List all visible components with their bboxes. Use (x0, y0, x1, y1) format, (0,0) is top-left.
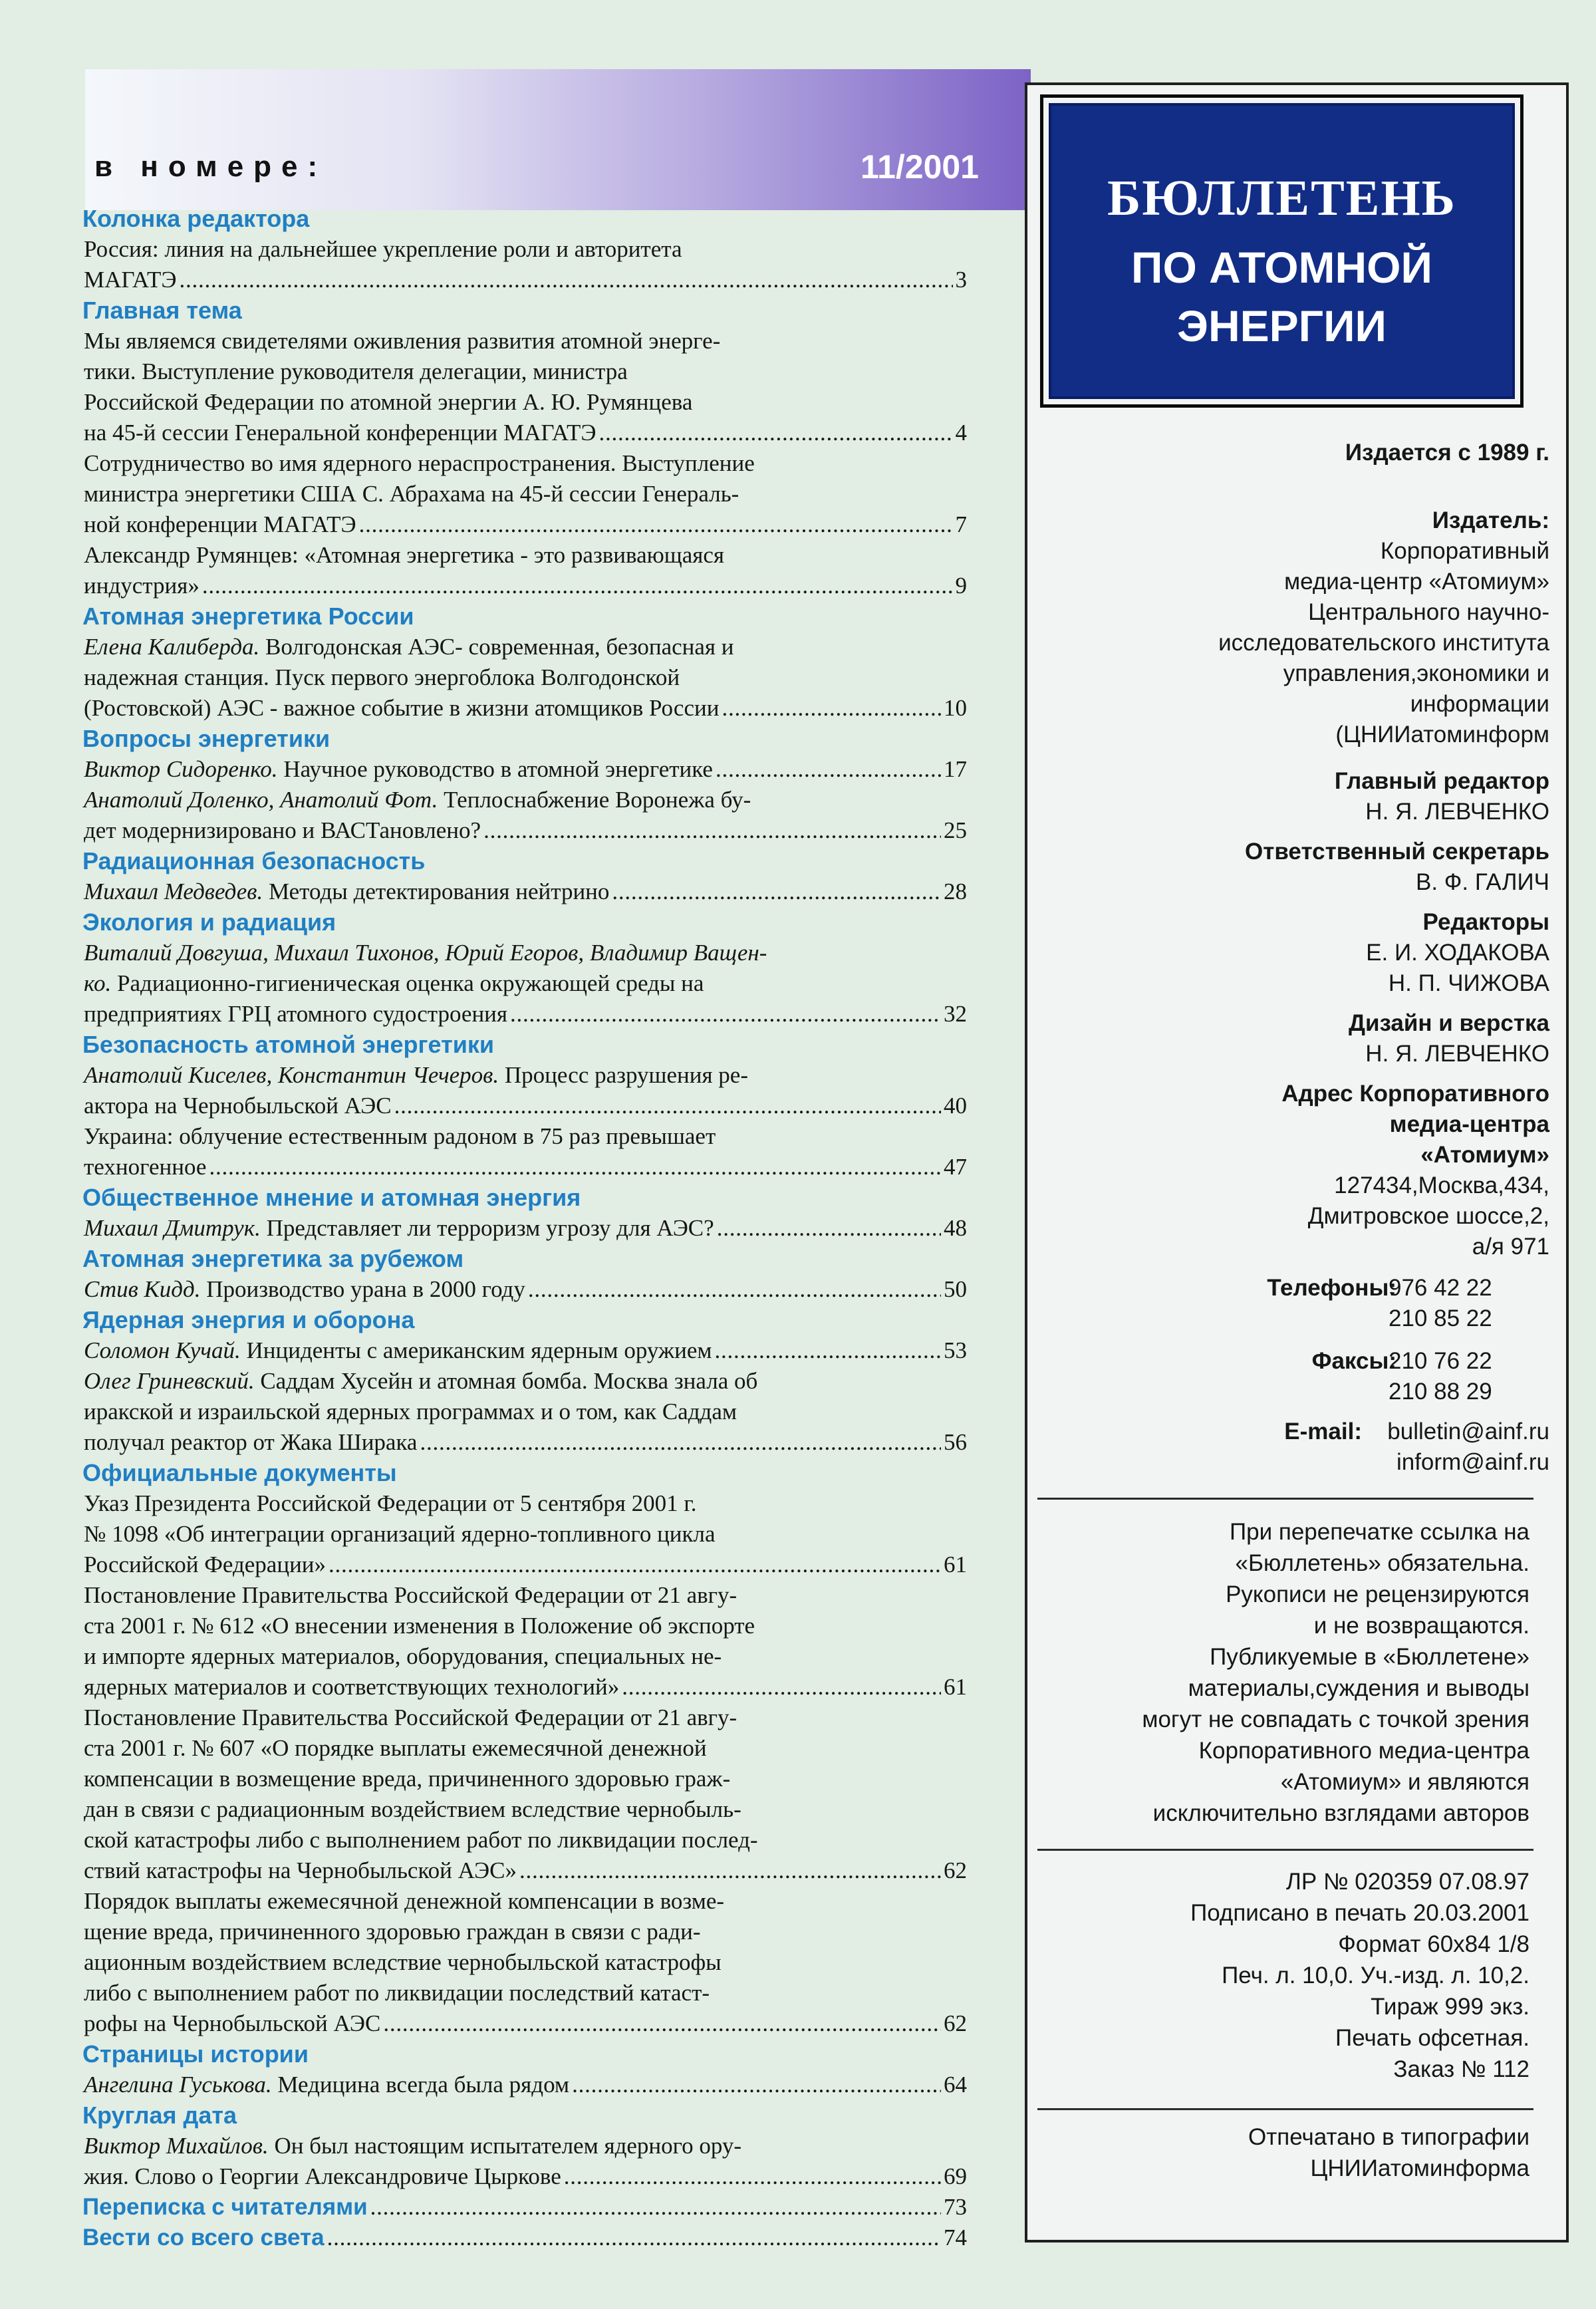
address-label: медиа-центра (1389, 1111, 1549, 1137)
entry-line: ствий катастрофы на Чернобыльской АЭС» (84, 1857, 517, 1883)
page-number: 40 (944, 1093, 967, 1119)
leader-dots (370, 2192, 941, 2223)
printed-by-line: ЦНИИатоминформа (1310, 2155, 1530, 2181)
entry-line: № 1098 «Об интеграции организаций ядерно-топливного цикла (84, 1521, 716, 1547)
toc-section[interactable]: Радиационная безопасность (82, 847, 426, 875)
entry-line: Процесс разрушения ре- (504, 1062, 748, 1088)
print-line: Подписано в печать 20.03.2001 (1190, 1900, 1530, 1926)
notice-line: Корпоративного медиа-центра (1198, 1738, 1530, 1764)
editor-name: Е. И. ХОДАКОВА (1366, 940, 1549, 966)
toc-section[interactable]: Страницы истории (82, 2040, 309, 2068)
entry-line: компенсации в возмещение вреда, причиненного здоровью граж- (84, 1766, 731, 1792)
leader-dots (383, 2008, 941, 2039)
page-number: 4 (955, 420, 967, 446)
fax-number: 210 88 29 (1389, 1379, 1492, 1405)
design-name: Н. Я. ЛЕВЧЕНКО (1365, 1041, 1549, 1067)
entry-line: (Ростовской) АЭС - важное событие в жизни атомщиков России (84, 695, 720, 721)
toc-section[interactable]: Вопросы энергетики (82, 725, 331, 752)
leader-dots (612, 877, 941, 907)
leader-dots (519, 1855, 941, 1886)
page-number: 3 (955, 267, 967, 293)
entry-line: дет модернизировано и ВАСТановлено? (84, 817, 481, 843)
toc-section[interactable]: Безопасность атомной энергетики (82, 1031, 494, 1058)
phones-label: Телефоны: (1267, 1275, 1396, 1301)
page-number: 53 (944, 1337, 967, 1363)
leader-dots (722, 693, 941, 724)
entry-author: Анатолий Киселев, Константин Чечеров. (84, 1062, 499, 1088)
toc-entry[interactable] (82, 1366, 967, 1458)
entry-line: индустрия» (84, 573, 200, 599)
entry-line: Теплоснабжение Воронежа бу- (444, 787, 751, 813)
leader-dots (622, 1672, 941, 1702)
chief-editor-label: Главный редактор (1334, 768, 1549, 794)
toc-section[interactable]: Атомная энергетика России (82, 603, 414, 630)
address-line: 127434,Москва,434, (1334, 1172, 1549, 1198)
entry-author: Олег Гриневский. (84, 1368, 255, 1394)
leader-dots (209, 1152, 941, 1182)
entry-line: надежная станция. Пуск первого энергоблока Волгодонской (84, 664, 680, 690)
entry-line: на 45-й сессии Генеральной конференции МАГАТЭ (84, 420, 597, 446)
toc-entry[interactable] (82, 540, 967, 601)
toc-section[interactable]: Ядерная энергия и оборона (82, 1306, 415, 1333)
notice-line: «Атомиум» и являются (1280, 1769, 1530, 1795)
faxes-label: Факсы: (1311, 1348, 1396, 1374)
notice-line: материалы,суждения и выводы (1188, 1675, 1530, 1701)
in-issue-heading: в номере: (94, 150, 328, 183)
page-number: 62 (944, 1857, 967, 1883)
entry-line: Александр Румянцев: «Атомная энергетика - это развивающаяся (84, 542, 724, 568)
entry-line: ной конференции МАГАТЭ (84, 511, 356, 537)
toc-entry[interactable] (82, 754, 967, 785)
page-number: 28 (944, 879, 967, 904)
page-number: 32 (944, 1001, 967, 1027)
page-number: 56 (944, 1429, 967, 1455)
entry-line: Российской Федерации по атомной энергии А. Ю. Румянцева (84, 389, 693, 415)
entry-line: Радиационно-гигиеническая оценка окружающей среды на (117, 970, 704, 996)
entry-line: Постановление Правительства Российской Федерации от 21 авгу- (84, 1582, 737, 1608)
entry-line: Украина: облучение естественным радоном в 75 раз превышает (84, 1123, 716, 1149)
entry-line: жия. Слово о Георгии Александровиче Цыркове (84, 2163, 561, 2189)
entry-line: ской катастрофы либо с выполнением работ по ликвидации послед- (84, 1827, 758, 1853)
entry-line: Российской Федерации» (84, 1552, 327, 1577)
entry-line: либо с выполнением работ по ликвидации последствий катаст- (84, 1980, 710, 2006)
table-of-contents (82, 204, 967, 2253)
entry-author: Соломон Кучай. (84, 1337, 241, 1363)
leader-dots (716, 754, 941, 785)
divider (1037, 1498, 1533, 1500)
entry-line: Мы являемся свидетелями оживления развития атомной энерге- (84, 328, 721, 354)
entry-line: техногенное (84, 1154, 207, 1180)
print-line: Формат 60х84 1/8 (1338, 1931, 1530, 1957)
leader-dots (599, 418, 953, 448)
page-number: 69 (944, 2163, 967, 2189)
toc-entry[interactable] (82, 1274, 967, 1305)
header-band (85, 69, 1031, 210)
publisher-line: (ЦНИИатоминформ (1335, 722, 1549, 747)
print-line: ЛР № 020359 07.08.97 (1285, 1869, 1530, 1895)
entry-line: Постановление Правительства Российской Федерации от 21 авгу- (84, 1704, 737, 1730)
divider (1037, 1849, 1533, 1851)
page-number: 47 (944, 1154, 967, 1180)
email-label: E-mail: (1284, 1419, 1362, 1444)
entry-author: Елена Калиберда. (84, 634, 260, 660)
leader-dots (510, 999, 941, 1029)
page-number: 25 (944, 817, 967, 843)
entry-line: Он был настоящим испытателем ядерного ору- (274, 2133, 742, 2159)
address-line: Дмитровское шоссе,2, (1307, 1203, 1549, 1229)
section-label: Переписка с читателями (82, 2194, 368, 2220)
leader-dots (528, 1274, 941, 1305)
chief-editor-name: Н. Я. ЛЕВЧЕНКО (1365, 799, 1549, 825)
entry-author: Виталий Довгуша, Михаил Тихонов, Юрий Егоров, Владимир Ващен- (84, 940, 767, 966)
divider (1037, 2108, 1533, 2110)
toc-entry[interactable] (82, 877, 967, 907)
entry-line: Сотрудничество во имя ядерного нераспространения. Выступление (84, 450, 755, 476)
toc-section[interactable]: Официальные документы (82, 1459, 397, 1486)
leader-dots (572, 2070, 941, 2100)
print-line: Печать офсетная. (1335, 2025, 1530, 2051)
entry-line: ядерных материалов и соответствующих технологий» (84, 1674, 620, 1700)
page-number: 61 (944, 1552, 967, 1577)
secretary-name: В. Ф. ГАЛИЧ (1415, 869, 1549, 895)
publisher-line: Корпоративный (1380, 538, 1549, 564)
toc-section[interactable]: Главная тема (82, 297, 242, 324)
entry-author: Ангелина Гуськова. (84, 2072, 272, 2098)
journal-title-line: БЮЛЛЕТЕНЬ (1107, 170, 1456, 226)
entry-line: Волгодонская АЭС- современная, безопасная и (265, 634, 734, 660)
notice-line: При перепечатке ссылка на (1229, 1519, 1530, 1545)
entry-line: Порядок выплаты ежемесячной денежной компенсации в возме- (84, 1888, 725, 1914)
toc-entry[interactable] (82, 1121, 967, 1182)
page-number: 62 (944, 2010, 967, 2036)
publisher-label: Издатель: (1432, 507, 1549, 533)
toc-entry[interactable] (82, 2070, 967, 2100)
entry-line: Медицина всегда была рядом (277, 2072, 570, 2098)
leader-dots (359, 509, 953, 540)
entry-line: Инциденты с американским ядерным оружием (246, 1337, 712, 1363)
toc-entry[interactable] (82, 1488, 967, 1580)
notice-line: могут не совпадать с точкой зрения (1142, 1706, 1530, 1732)
entry-line: ационным воздействием вследствие чернобыльской катастрофы (84, 1949, 722, 1975)
toc-section[interactable]: Экология и радиация (82, 908, 336, 936)
entry-line: и импорте ядерных материалов, оборудования, специальных не- (84, 1643, 722, 1669)
address-line: а/я 971 (1472, 1234, 1549, 1260)
address-label: «Атомиум» (1420, 1142, 1549, 1168)
design-label: Дизайн и верстка (1349, 1010, 1549, 1036)
notice-line: и не возвращаются. (1313, 1613, 1530, 1639)
toc-section[interactable]: Круглая дата (82, 2102, 237, 2129)
page-number: 61 (944, 1674, 967, 1700)
page-number: 10 (944, 695, 967, 721)
page-number: 50 (944, 1276, 967, 1302)
entry-line: министра энергетики США С. Абрахама на 45-й сессии Генераль- (84, 481, 739, 507)
entry-line: ста 2001 г. № 607 «О порядке выплаты ежемесячной денежной (84, 1735, 707, 1761)
toc-entry[interactable] (82, 1702, 967, 1886)
toc-entry[interactable] (82, 632, 967, 724)
leader-dots (564, 2161, 941, 2192)
page-number: 9 (955, 573, 967, 599)
entry-author: Виктор Сидоренко. (84, 756, 278, 782)
address-label: Адрес Корпоративного (1281, 1081, 1549, 1107)
toc-entry[interactable] (82, 326, 967, 448)
editor-name: Н. П. ЧИЖОВА (1388, 970, 1549, 996)
page-number: 17 (944, 756, 967, 782)
journal-title-line: ЭНЕРГИИ (1177, 301, 1387, 350)
since-text: Издается с 1989 г. (1345, 440, 1549, 466)
print-line: Заказ № 112 (1393, 2056, 1530, 2082)
entry-author: Михаил Дмитрук. (84, 1215, 261, 1241)
toc-entry[interactable] (82, 1213, 967, 1244)
toc-section[interactable]: Общественное мнение и атомная энергия (82, 1184, 581, 1211)
print-line: Печ. л. 10,0. Уч.-изд. л. 10,2. (1222, 1963, 1530, 1988)
entry-line: актора на Чернобыльской АЭС (84, 1093, 392, 1119)
entry-line: Россия: линия на дальнейшее укрепление роли и авторитета (84, 236, 682, 262)
entry-line: Методы детектирования нейтрино (268, 879, 610, 904)
toc-entry[interactable] (82, 2131, 967, 2192)
journal-title-line: ПО АТОМНОЙ (1131, 243, 1432, 292)
entry-line: иракской и израильской ядерных программах и о том, как Саддам (84, 1399, 737, 1425)
entry-line: ста 2001 г. № 612 «О внесении изменения в Положение об экспорте (84, 1613, 755, 1639)
toc-entry[interactable] (82, 1580, 967, 1702)
toc-entry[interactable] (82, 785, 967, 846)
entry-line: предприятиях ГРЦ атомного судостроения (84, 1001, 508, 1027)
page-number: 74 (944, 2225, 967, 2250)
printed-by-line: Отпечатано в типографии (1248, 2124, 1530, 2150)
leader-dots (180, 265, 953, 295)
entry-author: Стив Кидд. (84, 1276, 201, 1302)
notice-line: исключительно взглядами авторов (1152, 1800, 1530, 1826)
section-label: Вести со всего света (82, 2225, 325, 2250)
phone-number: 210 85 22 (1389, 1305, 1492, 1331)
entry-line: тики. Выступление руководителя делегации, министра (84, 358, 628, 384)
leader-dots (327, 2223, 941, 2253)
email-link[interactable]: inform@ainf.ru (1396, 1449, 1549, 1475)
entry-line: получал реактор от Жака Ширака (84, 1429, 418, 1455)
toc-entry[interactable]: Виталий Довгуша, Михаил Тихонов, Юрий Егоров, Владимир Ващен- ко. Радиационно-гигиеническая оценка окружающей среды на предприятиях ГРЦ атомного судостроения . . . 32 (82, 938, 967, 1029)
toc-section[interactable] (82, 2223, 967, 2253)
leader-dots (717, 1213, 941, 1244)
editors-label: Редакторы (1422, 909, 1549, 935)
secretary-label: Ответственный секретарь (1245, 839, 1549, 865)
entry-line: МАГАТЭ (84, 267, 177, 293)
toc-section[interactable] (82, 2192, 967, 2223)
publisher-line: Центрального научно- (1308, 599, 1549, 625)
toc-entry[interactable] (82, 1886, 967, 2039)
toc-entry[interactable] (82, 1335, 967, 1366)
entry-line: щение вреда, причиненного здоровью граждан в связи с ради- (84, 1919, 701, 1945)
toc-entry[interactable] (82, 448, 967, 540)
entry-line: Саддам Хусейн и атомная бомба. Москва знала об (260, 1368, 758, 1394)
entry-author: Анатолий Доленко, Анатолий Фот. (84, 787, 438, 813)
print-line: Тираж 999 экз. (1371, 1994, 1530, 2020)
entry-author: Виктор Михайлов. (84, 2133, 269, 2159)
toc-section[interactable]: Атомная энергетика за рубежом (82, 1245, 464, 1272)
entry-line: рофы на Чернобыльской АЭС (84, 2010, 381, 2036)
publisher-line: управления,экономики и (1283, 660, 1549, 686)
entry-line: Указ Президента Российской Федерации от 5 сентября 2001 г. (84, 1490, 697, 1516)
entry-author: Михаил Медведев. (84, 879, 263, 904)
notice-line: Рукописи не рецензируются (1226, 1581, 1530, 1607)
publisher-line: исследовательского института (1218, 630, 1549, 656)
toc-entry[interactable] (82, 234, 967, 295)
leader-dots (202, 571, 953, 601)
toc-entry[interactable] (82, 1060, 967, 1121)
publisher-line: информации (1410, 691, 1549, 717)
fax-number: 210 76 22 (1389, 1348, 1492, 1374)
entry-line: Представляет ли терроризм угрозу для АЭС? (266, 1215, 714, 1241)
publisher-line: медиа-центр «Атомиум» (1284, 569, 1549, 595)
leader-dots (420, 1427, 941, 1458)
leader-dots (329, 1550, 941, 1580)
issue-number: 11/2001 (861, 148, 979, 186)
page-number: 7 (955, 511, 967, 537)
page-number: 48 (944, 1215, 967, 1241)
page-number: 64 (944, 2072, 967, 2098)
journal-title-box (1040, 94, 1524, 408)
notice-line: Публикуемые в «Бюллетене» (1210, 1644, 1530, 1670)
entry-line: Научное руководство в атомной энергетике (283, 756, 713, 782)
notice-line: «Бюллетень» обязательна. (1235, 1550, 1530, 1576)
entry-line: Производство урана в 2000 году (206, 1276, 525, 1302)
email-link[interactable]: bulletin@ainf.ru (1387, 1419, 1549, 1444)
entry-line: дан в связи с радиационным воздействием вследствие чернобыль- (84, 1796, 741, 1822)
toc-section[interactable]: Колонка редактора (82, 205, 310, 232)
leader-dots (715, 1335, 942, 1366)
page-number: 73 (944, 2194, 967, 2220)
leader-dots (394, 1091, 941, 1121)
leader-dots (483, 815, 941, 846)
phone-number: 976 42 22 (1389, 1275, 1492, 1301)
